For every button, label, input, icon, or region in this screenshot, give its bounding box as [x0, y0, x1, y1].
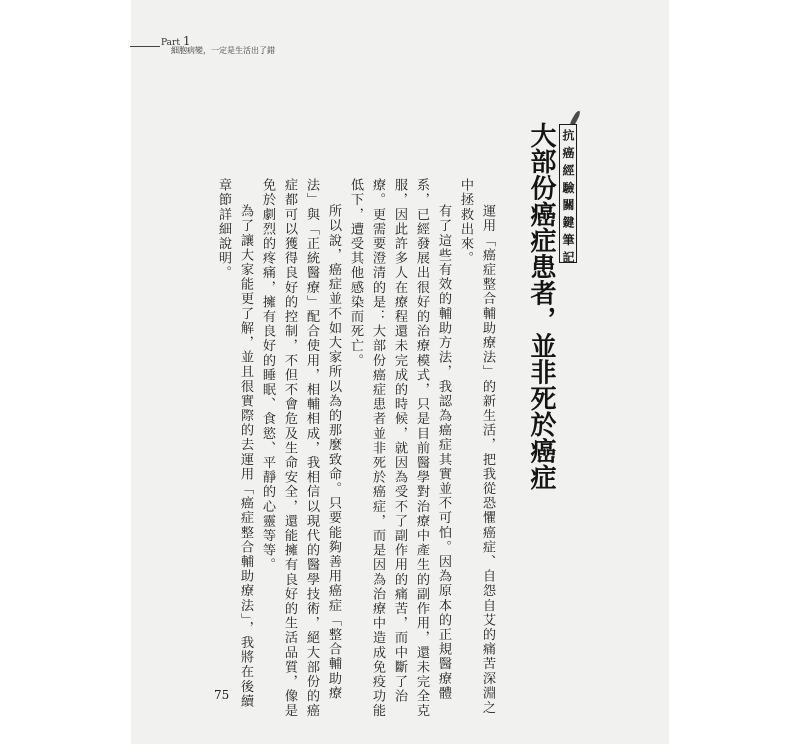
body-line: 有了這些有效的輔助方法，我認為癌症其實並不可怕。因為原本的正規醫療體	[436, 204, 451, 701]
body-line: 服，因此許多人在療程還未完成的時候，就因為受不了副作用的痛苦，而中斷了治	[392, 178, 407, 704]
part-label: Part	[161, 38, 180, 48]
body-line: 療。更需要澄清的是：大部份癌症患者並非死於癌症，而是因為治療中造成免疫功能	[370, 178, 385, 719]
running-header-chapter: 細胞病變，一定是生活出了錯	[171, 46, 275, 55]
part-number: 1	[182, 34, 191, 48]
section-label-text: 抗癌經驗關鍵筆記	[561, 129, 575, 269]
page-number: 75	[214, 688, 230, 702]
body-line: 運用「癌症整合輔助療法」的新生活，把我從恐懼癌症、自怨自艾的痛苦深淵之	[480, 204, 495, 716]
body-line: 系，已經發展出很好的治療模式，只是目前醫學對治療中產生的副作用，還未完全克	[414, 178, 429, 719]
body-line: 中拯救出來。	[458, 178, 473, 266]
section-title: 大部份癌症患者，並非死於癌症	[526, 122, 556, 491]
body-line: 免於劇烈的疼痛，擁有良好的睡眠、食慾、平靜的心靈等等。	[260, 178, 275, 573]
body-line: 為了讓大家能更了解，並且很實際的去運用「癌症整合輔助療法」，我將在後續	[238, 204, 253, 709]
body-line: 所以說，癌症並不如大家所以為的那麼致命。只要能夠善用癌症「整合輔助療	[326, 204, 341, 701]
header-rule	[130, 46, 160, 47]
body-line: 章節詳細說明。	[216, 178, 231, 281]
body-line: 法」與「正統醫療」配合使用，相輔相成，我相信以現代的醫學技術，絕大部份的癌	[304, 178, 319, 719]
section-label-box	[559, 124, 577, 269]
body-line: 症都可以獲得良好的控制，不但不會危及生命安全，還能擁有良好的生活品質，像是	[282, 178, 297, 719]
body-line: 低下，遭受其他感染而死亡。	[348, 178, 363, 368]
